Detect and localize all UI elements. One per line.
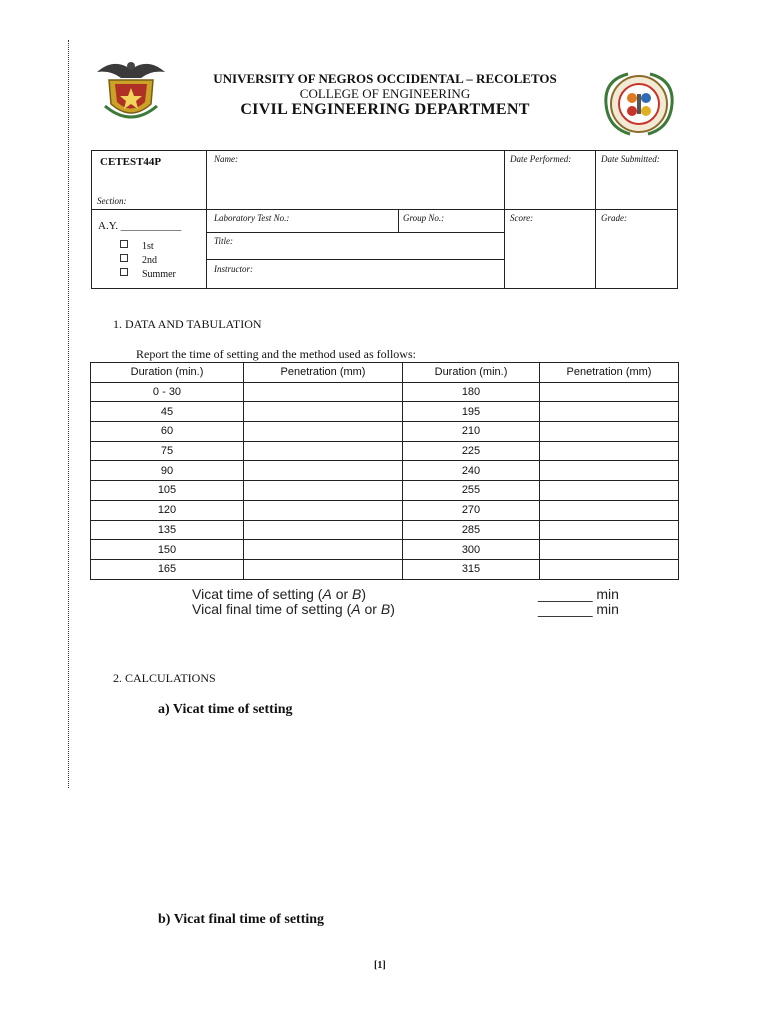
term-option-3[interactable]: Summer bbox=[120, 268, 176, 280]
section-label: Section: bbox=[97, 196, 127, 206]
penetration-cell[interactable] bbox=[244, 520, 403, 540]
duration-cell: 255 bbox=[403, 481, 540, 501]
table-header-row bbox=[91, 363, 679, 383]
table-row bbox=[91, 461, 679, 481]
column-header: Penetration (mm) bbox=[244, 363, 403, 383]
calc-a-heading: a) Vicat time of setting bbox=[158, 702, 293, 717]
department-name: CIVIL ENGINEERING DEPARTMENT bbox=[240, 101, 530, 118]
section-1-intro: Report the time of setting and the method used as follows: bbox=[136, 347, 416, 361]
duration-cell: 240 bbox=[403, 461, 540, 481]
vicat-setting-result-label: Vicat time of setting (A or B) bbox=[192, 586, 367, 602]
score-label: Score: bbox=[510, 213, 534, 223]
college-name: COLLEGE OF ENGINEERING bbox=[299, 86, 471, 101]
duration-cell: 195 bbox=[403, 402, 540, 422]
term-option-2[interactable]: 2nd bbox=[120, 254, 157, 266]
table-row bbox=[91, 481, 679, 501]
duration-cell: 180 bbox=[403, 382, 540, 402]
info-divider-1 bbox=[206, 150, 207, 289]
penetration-cell[interactable] bbox=[244, 382, 403, 402]
vicat-final-setting-blank[interactable]: _______ min bbox=[538, 601, 619, 617]
penetration-cell[interactable] bbox=[244, 402, 403, 422]
calc-b-heading: b) Vicat final time of setting bbox=[158, 912, 325, 927]
duration-cell: 45 bbox=[91, 402, 244, 422]
table-row bbox=[91, 559, 679, 579]
binding-margin-line bbox=[68, 40, 69, 788]
penetration-cell[interactable] bbox=[540, 559, 679, 579]
instructor-label: Instructor: bbox=[214, 264, 253, 274]
duration-cell: 120 bbox=[91, 500, 244, 520]
duration-cell: 60 bbox=[91, 422, 244, 442]
table-row bbox=[91, 422, 679, 442]
penetration-cell[interactable] bbox=[244, 540, 403, 560]
term-option-1[interactable]: 1st bbox=[120, 240, 154, 252]
penetration-cell[interactable] bbox=[540, 461, 679, 481]
title-line-top bbox=[206, 232, 504, 233]
duration-cell: 75 bbox=[91, 441, 244, 461]
lab-test-label: Laboratory Test No.: bbox=[214, 213, 290, 223]
penetration-cell[interactable] bbox=[244, 422, 403, 442]
name-label: Name: bbox=[214, 154, 238, 164]
vicat-final-setting-result-label: Vical final time of setting (A or B) bbox=[192, 601, 395, 617]
duration-cell: 105 bbox=[91, 481, 244, 501]
penetration-cell[interactable] bbox=[244, 500, 403, 520]
penetration-cell[interactable] bbox=[540, 402, 679, 422]
duration-cell: 285 bbox=[403, 520, 540, 540]
penetration-cell[interactable] bbox=[540, 540, 679, 560]
data-table bbox=[90, 362, 679, 580]
info-divider-2 bbox=[504, 150, 505, 289]
column-header: Penetration (mm) bbox=[540, 363, 679, 383]
penetration-cell[interactable] bbox=[540, 441, 679, 461]
penetration-cell[interactable] bbox=[244, 461, 403, 481]
table-row bbox=[91, 441, 679, 461]
penetration-cell[interactable] bbox=[244, 441, 403, 461]
duration-cell: 135 bbox=[91, 520, 244, 540]
penetration-cell[interactable] bbox=[540, 481, 679, 501]
column-header: Duration (min.) bbox=[403, 363, 540, 383]
university-seal-logo bbox=[95, 56, 167, 126]
duration-cell: 150 bbox=[91, 540, 244, 560]
duration-cell: 300 bbox=[403, 540, 540, 560]
date-submitted-label: Date Submitted: bbox=[601, 154, 660, 164]
group-label: Group No.: bbox=[403, 213, 445, 223]
penetration-cell[interactable] bbox=[540, 520, 679, 540]
penetration-cell[interactable] bbox=[540, 422, 679, 442]
column-header: Duration (min.) bbox=[91, 363, 244, 383]
info-row-line bbox=[91, 209, 678, 210]
academic-year-label: A.Y. ___________ bbox=[98, 220, 182, 232]
checkbox-icon[interactable] bbox=[120, 240, 128, 248]
grade-label: Grade: bbox=[601, 213, 627, 223]
university-name: UNIVERSITY OF NEGROS OCCIDENTAL – RECOLETOS bbox=[213, 71, 557, 86]
table-row bbox=[91, 500, 679, 520]
duration-cell: 165 bbox=[91, 559, 244, 579]
duration-cell: 0 - 30 bbox=[91, 382, 244, 402]
penetration-cell[interactable] bbox=[244, 559, 403, 579]
title-label: Title: bbox=[214, 236, 234, 246]
table-row bbox=[91, 520, 679, 540]
group-divider bbox=[398, 209, 399, 232]
penetration-cell[interactable] bbox=[540, 382, 679, 402]
page-number: [1] bbox=[374, 960, 386, 971]
duration-cell: 225 bbox=[403, 441, 540, 461]
info-divider-3 bbox=[595, 150, 596, 289]
table-row bbox=[91, 402, 679, 422]
engineering-seal-logo bbox=[598, 70, 680, 138]
penetration-cell[interactable] bbox=[244, 481, 403, 501]
table-row bbox=[91, 382, 679, 402]
vicat-setting-blank[interactable]: _______ min bbox=[538, 586, 619, 602]
section-2-heading: 2. CALCULATIONS bbox=[113, 671, 216, 685]
duration-cell: 90 bbox=[91, 461, 244, 481]
date-performed-label: Date Performed: bbox=[510, 154, 572, 164]
checkbox-icon[interactable] bbox=[120, 268, 128, 276]
course-code: CETEST44P bbox=[100, 156, 162, 168]
duration-cell: 210 bbox=[403, 422, 540, 442]
section-1-heading: 1. DATA AND TABULATION bbox=[113, 317, 262, 331]
penetration-cell[interactable] bbox=[540, 500, 679, 520]
checkbox-icon[interactable] bbox=[120, 254, 128, 262]
duration-cell: 315 bbox=[403, 559, 540, 579]
duration-cell: 270 bbox=[403, 500, 540, 520]
table-row bbox=[91, 540, 679, 560]
instructor-line-top bbox=[206, 259, 504, 260]
